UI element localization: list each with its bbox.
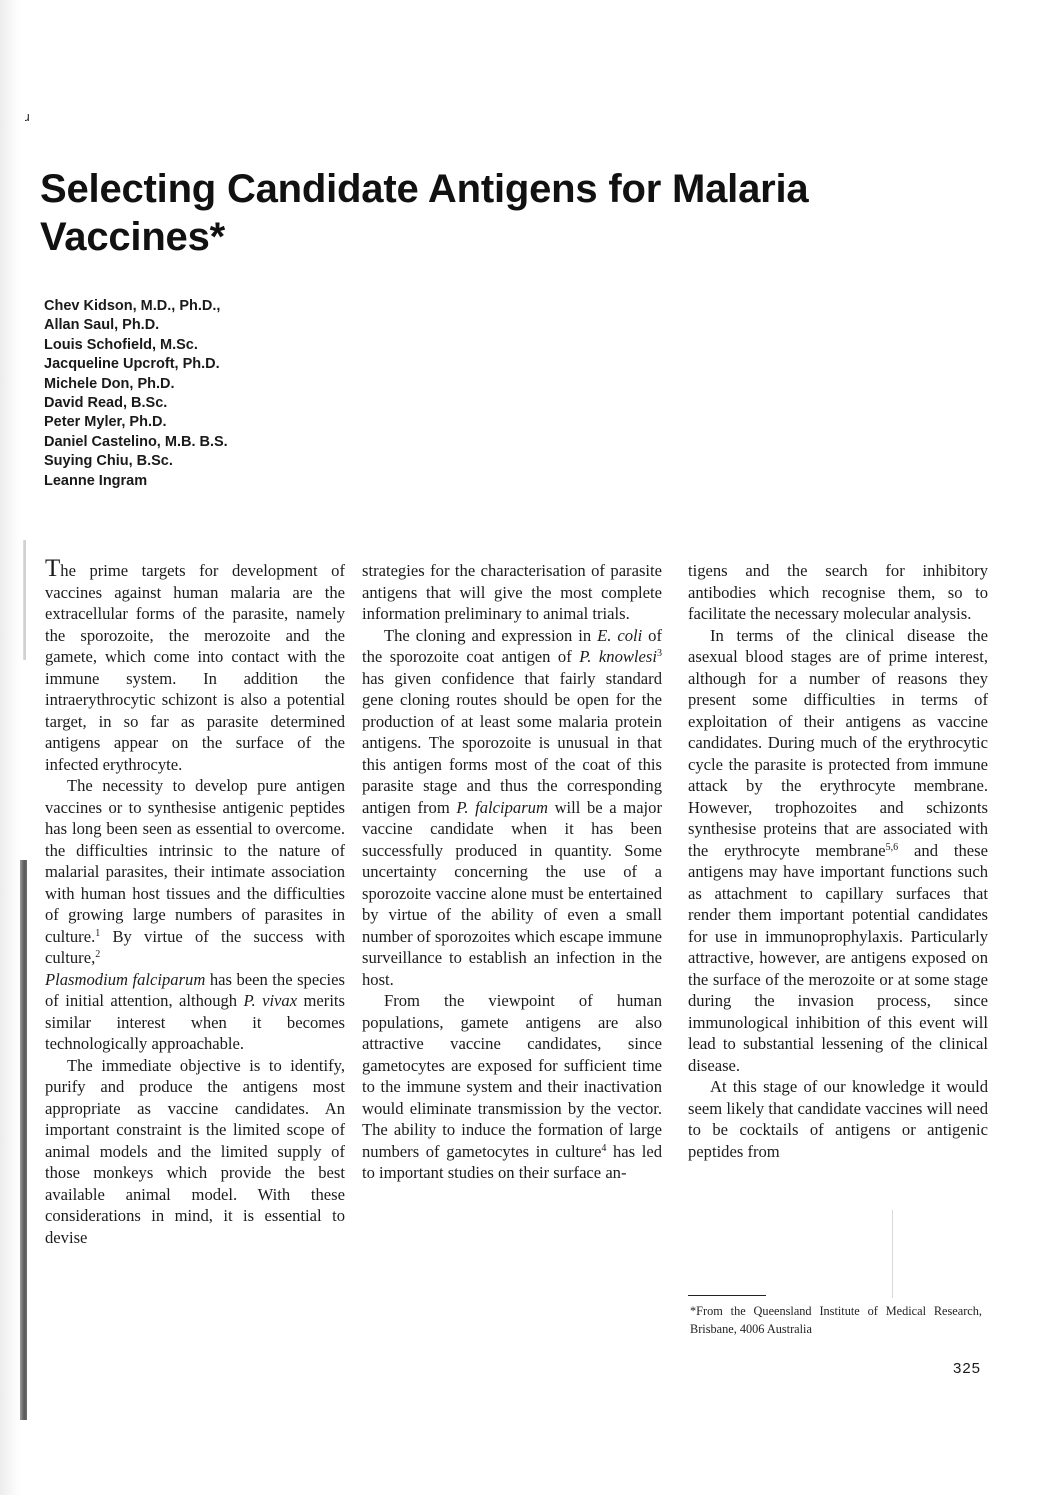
paragraph: The immediate objective is to identify, purify and produce the antigens most appropriate as vaccine candidates. An important constraint is the limited scope of animal models and the limited supply of those monkeys which provide the best available animal model. With these considerations in mind, it is essential to devise: [45, 1055, 345, 1247]
paragraph-text: has led to important studies on their surface an-: [362, 1141, 662, 1182]
title-line-1: Selecting Candidate Antigens for Malaria: [40, 167, 809, 211]
author: David Read, B.Sc.: [44, 395, 168, 412]
paragraph: [688, 625, 988, 1077]
body-column-1: [45, 555, 345, 1248]
paragraph-text: The cloning and expression in: [384, 625, 598, 645]
paragraph: strategies for the characterisation of parasite antigens that will give the most complete information preliminary to animal trials.: [362, 561, 662, 623]
citation-ref: 1: [95, 927, 101, 939]
paragraph-text: has been the species of initial attention, although: [45, 969, 345, 1010]
affiliation-footnote: *From the Queensland Institute of Medical Research, Brisbane, 4006 Australia: [690, 1304, 982, 1336]
author: Michele Don, Ph.D.: [44, 375, 175, 392]
paragraph-text: has given confidence that fairly standard gene cloning routes should be open for the production of at least some malaria protein antigens. The sporozoite is unusual in that this antigen forms most of the coat of this parasite stage and thus the corresponding antigen from: [362, 668, 662, 817]
paragraph-text: will be a major vaccine candidate when it has been successfully produced in quantity. Some uncertainty concerning the use of a sporozoite vaccine alone must be entertained by virtue of the ability of even a small number of sporozoites which escape immune surveillance to establish an infection in the host.: [362, 797, 662, 989]
paragraph-text: merits similar interest when it becomes technologically approachable.: [45, 991, 345, 1053]
author: Daniel Castelino, M.B. B.S.: [44, 433, 228, 450]
article-title: [40, 165, 940, 261]
stray-scan-mark: ɹ: [25, 110, 30, 124]
paragraph: [362, 990, 662, 1184]
paragraph: At this stage of our knowledge it would seem likely that candidate vaccines will need to be cocktails of antigens or antigenic peptides from: [688, 1077, 988, 1161]
scan-page-edge: [0, 0, 22, 1495]
species-name: Plasmodium falciparum: [45, 969, 206, 989]
scan-artifact-line: [892, 1210, 893, 1298]
paragraph-text: of the sporozoite coat antigen of: [362, 625, 662, 666]
paragraph-text: The necessity to develop pure antigen vaccines or to synthesise antigenic peptides has long been seen as essential to overcome. the difficulties intrinsic to the nature of malarial parasites, their intimate association with human host tissues and the difficulties of growing large numbers of parasites in culture.: [45, 776, 345, 946]
author-list: [44, 297, 228, 491]
paragraph: tigens and the search for inhibitory antibodies which recognise them, so to facilitate the necessary molecular analysis.: [688, 561, 988, 623]
author: Chev Kidson, M.D., Ph.D.,: [44, 298, 221, 314]
species-name: P. knowlesi: [579, 647, 657, 666]
author: Suying Chiu, B.Sc.: [44, 453, 173, 470]
body-column-2: [362, 560, 662, 1184]
paragraph-text: he prime targets for development of vaccines against human malaria are the extracellular forms of the parasite, namely the sporozoite, the merozoite and the gamete, which come into contact with the immune system. In addition the intraerythrocytic schizont is also a potential target, in so far as parasite determined antigens appear on the surface of the infected erythrocyte.: [45, 561, 345, 774]
title-line-2: Vaccines*: [40, 215, 226, 259]
author: Peter Myler, Ph.D.: [44, 414, 167, 431]
paragraph-text: By virtue of the success with culture,: [45, 926, 345, 967]
author: Louis Schofield, M.Sc.: [44, 336, 198, 353]
citation-ref: 3: [656, 648, 662, 659]
citation-ref: 2: [95, 949, 101, 960]
paragraph: [45, 555, 345, 775]
paragraph-text: From the viewpoint of human populations, gamete antigens are also attractive vaccine candidates, since gametocytes are exposed for sufficient time to the immune system and their inactivation would eliminate transmission by the vector. The ability to induce the formation of large numbers of gametocytes in culture: [362, 991, 662, 1161]
citation-ref: 5,6: [885, 841, 899, 853]
paragraph-text: In terms of the clinical disease the asexual blood stages are of prime interest, although for a number of reasons they present some difficulties in terms of exploitation of their antigens as vaccine candidates. During much of the erythrocytic cycle the parasite is protected from immune attack by the erythrocyte membrane. However, trophozoites and schizonts synthesise proteins that are associated with the erythrocyte membrane: [688, 625, 988, 860]
drop-cap: T: [45, 555, 61, 582]
page-number: 325: [953, 1360, 982, 1377]
author: Jacqueline Upcroft, Ph.D.: [44, 356, 220, 373]
author: Leanne Ingram: [44, 472, 148, 489]
footnote-divider: [688, 1295, 766, 1296]
species-name: E. coli: [597, 625, 643, 645]
paragraph: [45, 775, 345, 1055]
species-name: P. vivax: [243, 991, 298, 1010]
species-name: P. falciparum: [456, 797, 548, 817]
body-column-3: [688, 560, 988, 1162]
author: Allan Saul, Ph.D.: [44, 317, 160, 334]
binding-shadow: [20, 860, 27, 1420]
paragraph: [362, 625, 662, 991]
paragraph-text: and these antigens may have important functions such as attachment to capillary surfaces that render them important potential candidates for use in immunoprophylaxis. Particularly attractive, however, are antigens exposed on the surface of the merozoite or at some stage during the invasion process, since immunological inhibition of this event will lead to substantial lessening of the clinical disease.: [688, 840, 988, 1075]
citation-ref: 4: [601, 1142, 607, 1154]
binding-shadow-top: [23, 540, 26, 660]
